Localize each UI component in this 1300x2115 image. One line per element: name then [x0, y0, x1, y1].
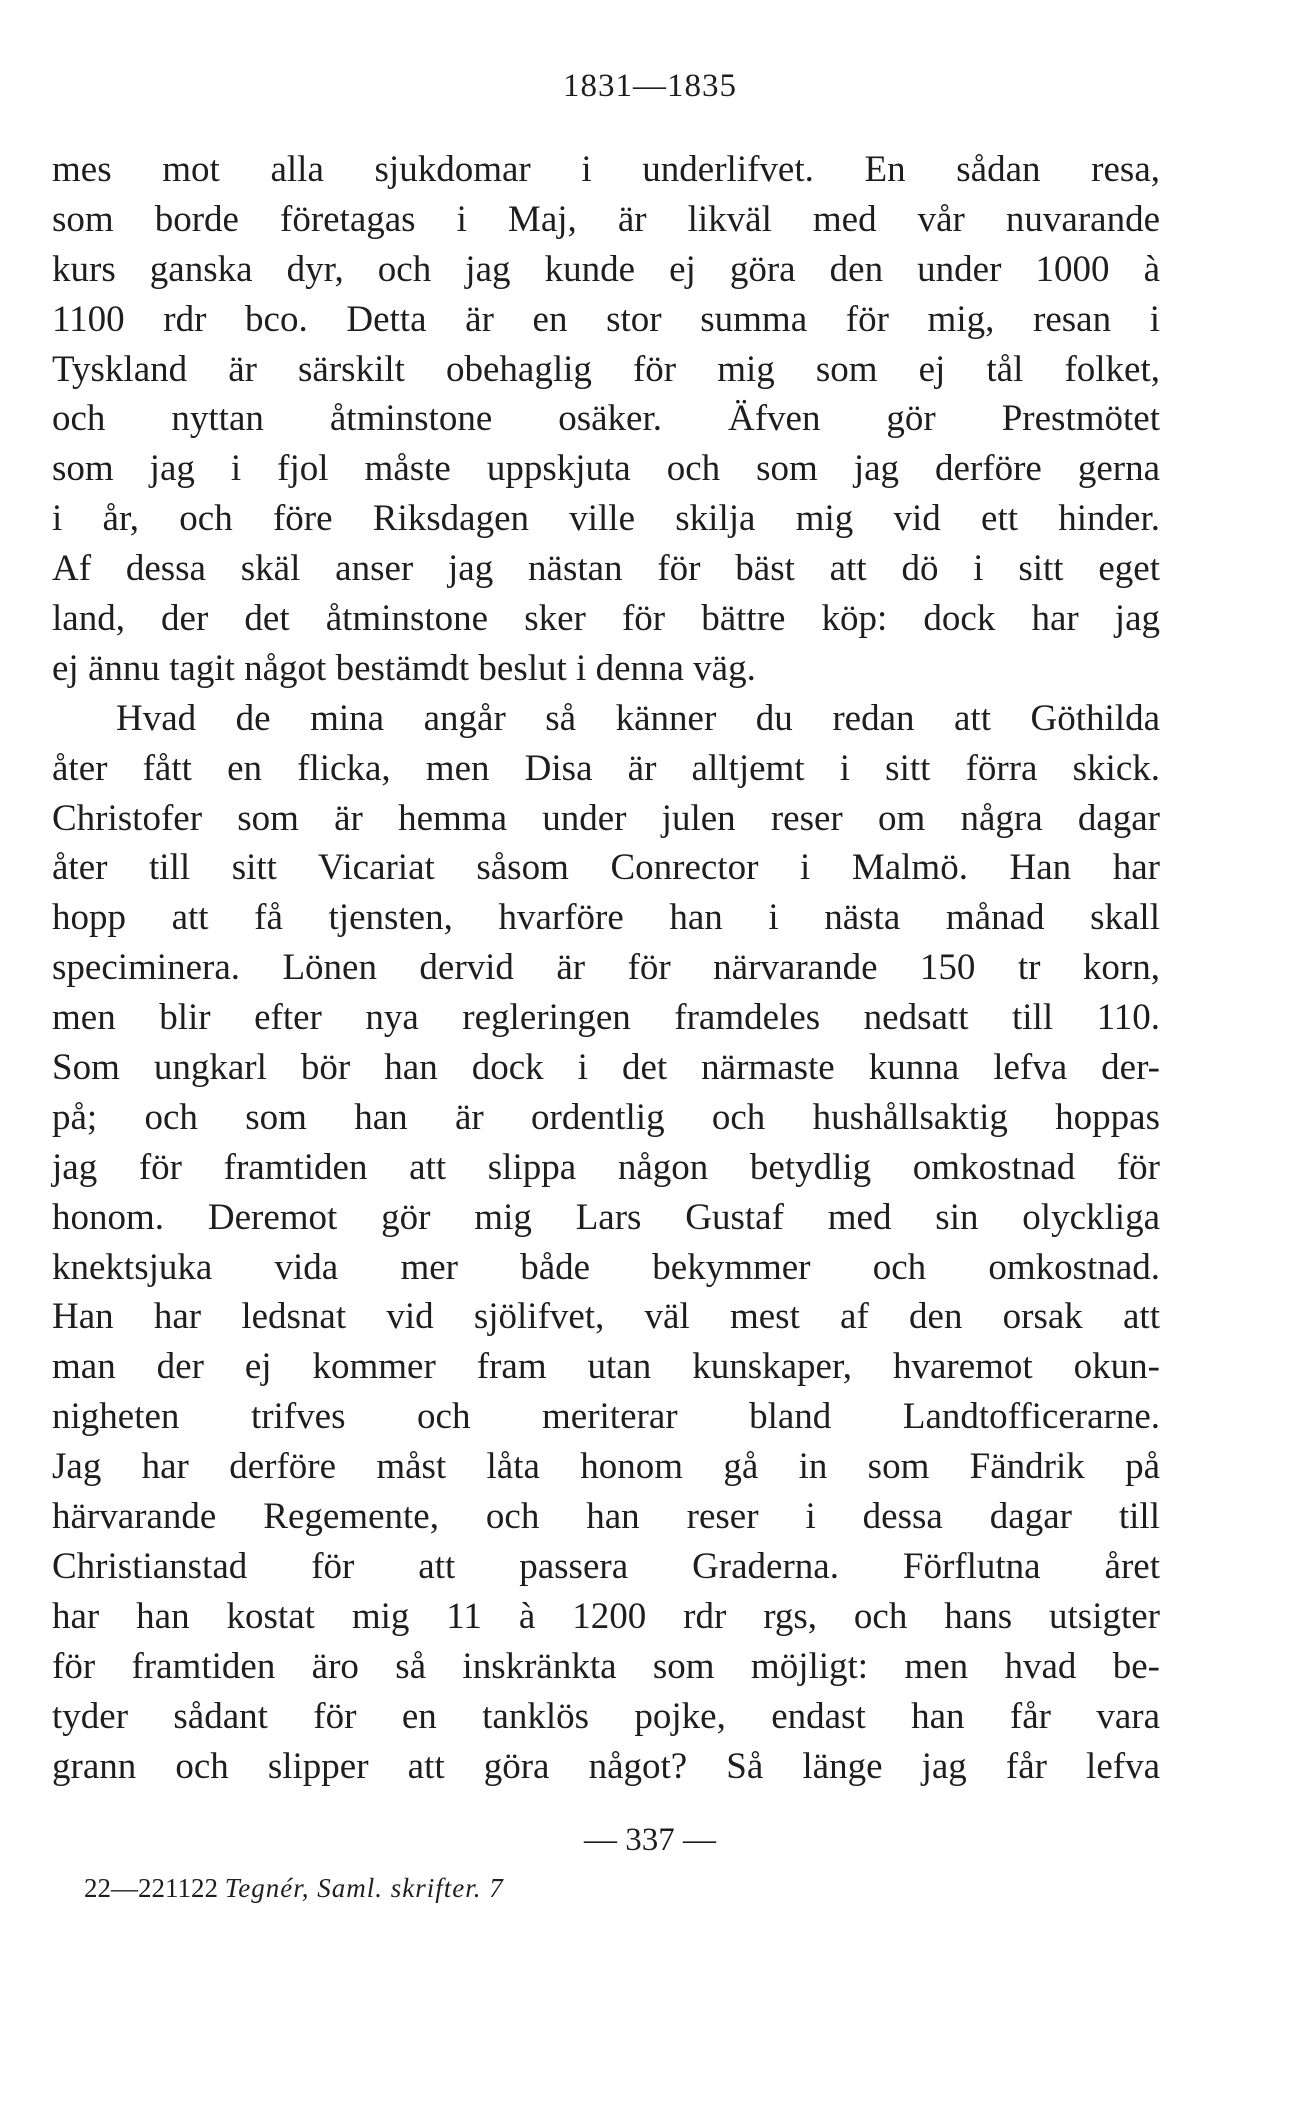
text-line: man der ej kommer fram utan kunskaper, hvaremot okun-: [52, 1346, 1160, 1388]
text-line: land, der det åtminstone sker för bättre köp: dock har jag: [52, 598, 1160, 640]
text-line: 1100 rdr bco. Detta är en stor summa för mig, resan i: [52, 298, 1160, 340]
text-line: honom. Deremot gör mig Lars Gustaf med sin olyckliga: [52, 1196, 1160, 1238]
text-line: Christianstad för att passera Graderna. Förflutna året: [52, 1545, 1160, 1587]
text-line: mes mot alla sjukdomar i underlifvet. En sådan resa,: [52, 149, 1160, 190]
text-line: Hvad de mina angår så känner du redan att Göthilda: [116, 697, 1160, 739]
text-line: speciminera. Lönen dervid är för närvarande 150 tr korn,: [52, 947, 1160, 989]
text-line: Som ungkarl bör han dock i det närmaste kunna lefva der-: [52, 1047, 1160, 1089]
page-number: — 337 —: [584, 1822, 716, 1858]
text-line: har han kostat mig 11 à 1200 rdr rgs, och hans utsigter: [52, 1595, 1160, 1637]
text-line: Han har ledsnat vid sjölifvet, väl mest af den orsak att: [52, 1296, 1160, 1338]
text-line: Af dessa skäl anser jag nästan för bäst att dö i sitt eget: [52, 548, 1160, 590]
text-line: för framtiden äro så inskränkta som möjligt: men hvad be-: [52, 1645, 1160, 1687]
text-line: grann och slipper att göra något? Så länge jag får lefva: [52, 1745, 1160, 1787]
text-line: i år, och före Riksdagen ville skilja mig vid ett hinder.: [52, 498, 1160, 540]
text-line: som jag i fjol måste uppskjuta och som jag derföre gerna: [52, 448, 1160, 490]
text-line: Tyskland är särskilt obehaglig för mig som ej tål folket,: [52, 348, 1160, 390]
text-line: Jag har derföre måst låta honom gå in som Fändrik på: [52, 1446, 1160, 1488]
text-line: som borde företagas i Maj, är likväl med vår nuvarande: [52, 198, 1160, 240]
signature-line: [84, 1870, 504, 1906]
text-line: kurs ganska dyr, och jag kunde ej göra den under 1000 à: [52, 248, 1160, 290]
signature-title: Tegnér, Saml. skrifter. 7: [224, 1873, 504, 1903]
running-head: 1831—1835: [563, 68, 737, 104]
signature-code: 22—221122: [84, 1873, 218, 1903]
text-line: hopp att få tjensten, hvarföre han i nästa månad skall: [52, 897, 1160, 939]
body-text: [52, 145, 1160, 1791]
text-line: Christofer som är hemma under julen reser om några dagar: [52, 797, 1160, 839]
text-line: och nyttan åtminstone osäker. Äfven gör Prestmötet: [52, 398, 1160, 440]
text-line: knektsjuka vida mer både bekymmer och omkostnad.: [52, 1246, 1160, 1288]
text-line: ej ännu tagit något bestämdt beslut i denna väg.: [52, 647, 756, 689]
text-line: men blir efter nya regleringen framdeles nedsatt till 110.: [52, 997, 1160, 1039]
text-line: på; och som han är ordentlig och hushållsaktig hoppas: [52, 1096, 1160, 1138]
text-line: jag för framtiden att slippa någon betydlig omkostnad för: [52, 1146, 1160, 1188]
text-line: härvarande Regemente, och han reser i dessa dagar till: [52, 1496, 1160, 1538]
text-line: nigheten trifves och meriterar bland Landtofficerarne.: [52, 1396, 1160, 1438]
text-line: tyder sådant för en tanklös pojke, endast han får vara: [52, 1695, 1160, 1737]
text-line: åter till sitt Vicariat såsom Conrector i Malmö. Han har: [52, 847, 1160, 889]
text-line: åter fått en flicka, men Disa är alltjemt i sitt förra skick.: [52, 747, 1160, 789]
